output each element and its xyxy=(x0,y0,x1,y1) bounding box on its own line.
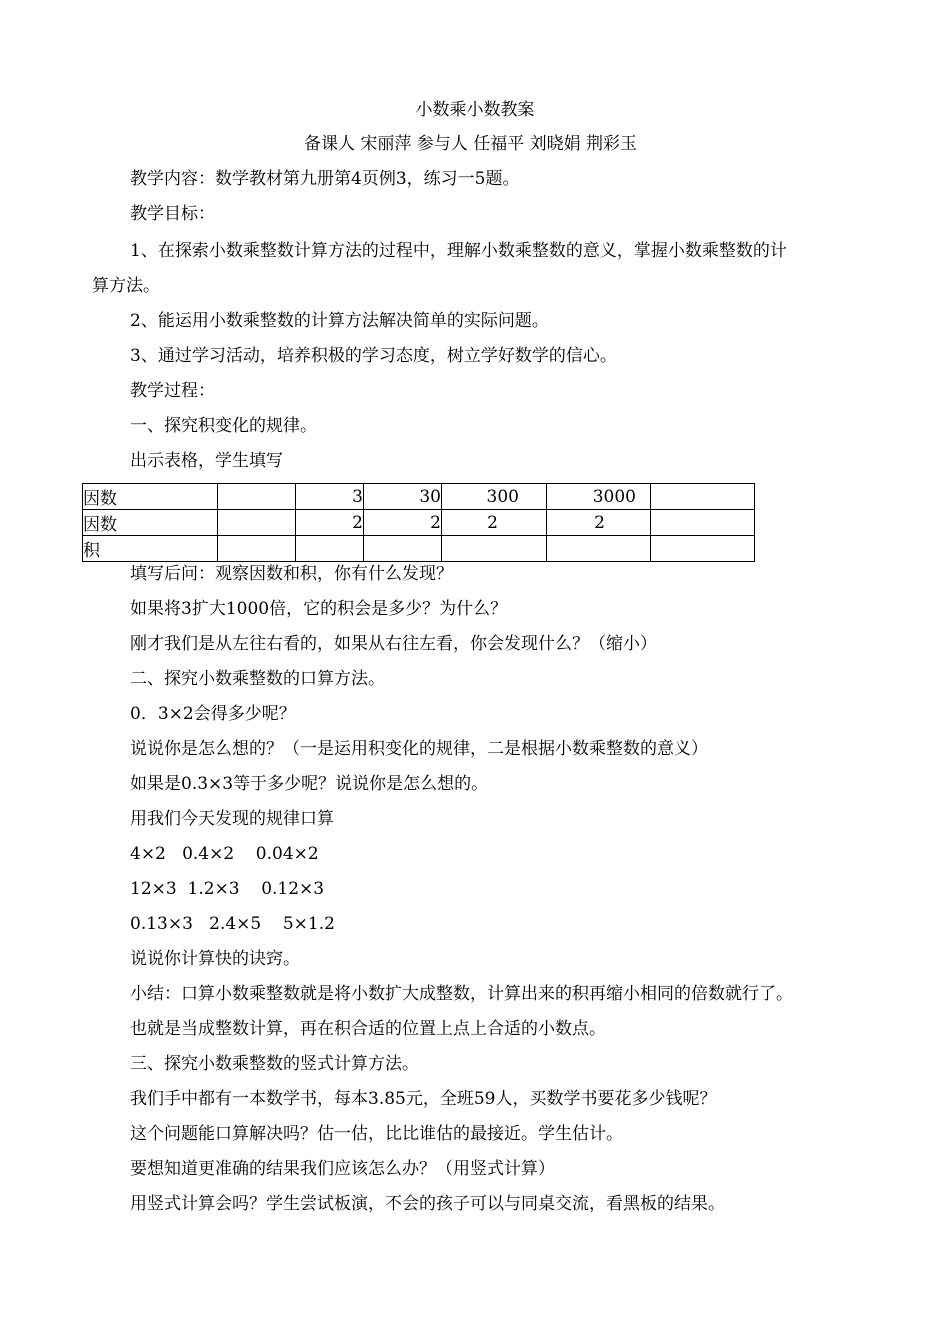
table-cell: 3000 xyxy=(547,484,651,510)
table-row xyxy=(83,536,755,562)
table-cell xyxy=(218,484,296,510)
table-cell: 积 xyxy=(83,536,218,562)
process-heading: 教学过程： xyxy=(130,381,215,401)
table-cell: 3 xyxy=(296,484,364,510)
table-cell: 300 xyxy=(442,484,547,510)
calc-row-1: 4×2 0.4×2 0.04×2 xyxy=(130,844,319,864)
table-cell xyxy=(651,536,755,562)
after-fill-question: 填写后问：观察因数和积，你有什么发现？ xyxy=(130,564,453,584)
think-question: 说说你是怎么想的？（一是运用积变化的规律，二是根据小数乘整数的意义） xyxy=(130,739,708,759)
table-cell xyxy=(296,536,364,562)
estimate-text: 这个问题能口算解决吗？估一估，比比谁估的最接近。学生估计。 xyxy=(130,1124,623,1144)
table-row xyxy=(83,510,755,536)
reverse-question: 刚才我们是从左往右看的，如果从右往左看，你会发现什么？（缩小） xyxy=(130,634,657,654)
summary-line-1: 小结：口算小数乘整数就是将小数扩大成整数，计算出来的积再缩小相同的倍数就行了。 xyxy=(130,984,793,1004)
table-cell: 因数 xyxy=(83,510,218,536)
calc-row-3: 0.13×3 2.4×5 5×1.2 xyxy=(130,914,335,934)
teaching-content: 教学内容：数学教材第九册第4页例3，练习一5题。 xyxy=(130,169,520,189)
question-0-3x2: 0．3×2会得多少呢？ xyxy=(130,704,296,724)
document-title: 小数乘小数教案 xyxy=(415,100,535,120)
section-3-heading: 三、探究小数乘整数的竖式计算方法。 xyxy=(130,1054,419,1074)
goal-1-line-1: 1、在探索小数乘整数计算方法的过程中，理解小数乘整数的意义，掌握小数乘整数的计 xyxy=(130,241,787,261)
table-cell xyxy=(218,536,296,562)
use-rule-text: 用我们今天发现的规律口算 xyxy=(130,809,334,829)
table-cell xyxy=(442,536,547,562)
question-0-3x3: 如果是0.3×3等于多少呢？说说你是怎么想的。 xyxy=(130,774,489,794)
goals-heading: 教学目标： xyxy=(130,204,215,224)
table-cell: 30 xyxy=(364,484,442,510)
table-row xyxy=(83,484,755,510)
table-cell: 2 xyxy=(296,510,364,536)
goal-1-line-2: 算方法。 xyxy=(92,276,160,296)
goal-3: 3、通过学习活动，培养积极的学习态度，树立学好数学的信心。 xyxy=(130,346,617,366)
table-cell xyxy=(651,510,755,536)
table-cell: 2 xyxy=(442,510,547,536)
table-cell: 因数 xyxy=(83,484,218,510)
goal-2: 2、能运用小数乘整数的计算方法解决简单的实际问题。 xyxy=(130,311,549,331)
factor-product-table xyxy=(82,483,755,562)
vertical-calc-text: 用竖式计算会吗？学生尝试板演，不会的孩子可以与同桌交流，看黑板的结果。 xyxy=(130,1194,725,1214)
summary-line-2: 也就是当成整数计算，再在积合适的位置上点上合适的小数点。 xyxy=(130,1019,606,1039)
expand-question: 如果将3扩大1000倍，它的积会是多少？为什么？ xyxy=(130,599,508,619)
table-cell xyxy=(547,536,651,562)
table-cell: 2 xyxy=(547,510,651,536)
table-cell xyxy=(651,484,755,510)
table-cell xyxy=(218,510,296,536)
table-cell: 2 xyxy=(364,510,442,536)
show-table-text: 出示表格，学生填写 xyxy=(130,451,283,471)
table-cell xyxy=(364,536,442,562)
section-2-heading: 二、探究小数乘整数的口算方法。 xyxy=(130,669,385,689)
trick-question: 说说你计算快的诀窍。 xyxy=(130,949,300,969)
authors-line: 备课人 宋丽萍 参与人 任福平 刘晓娟 荆彩玉 xyxy=(304,134,638,154)
calc-row-2: 12×3 1.2×3 0.12×3 xyxy=(130,879,325,899)
accurate-question: 要想知道更准确的结果我们应该怎么办？（用竖式计算） xyxy=(130,1159,555,1179)
section-1-heading: 一、探究积变化的规律。 xyxy=(130,416,317,436)
book-problem: 我们手中都有一本数学书，每本3.85元，全班59人，买数学书要花多少钱呢？ xyxy=(130,1089,717,1109)
